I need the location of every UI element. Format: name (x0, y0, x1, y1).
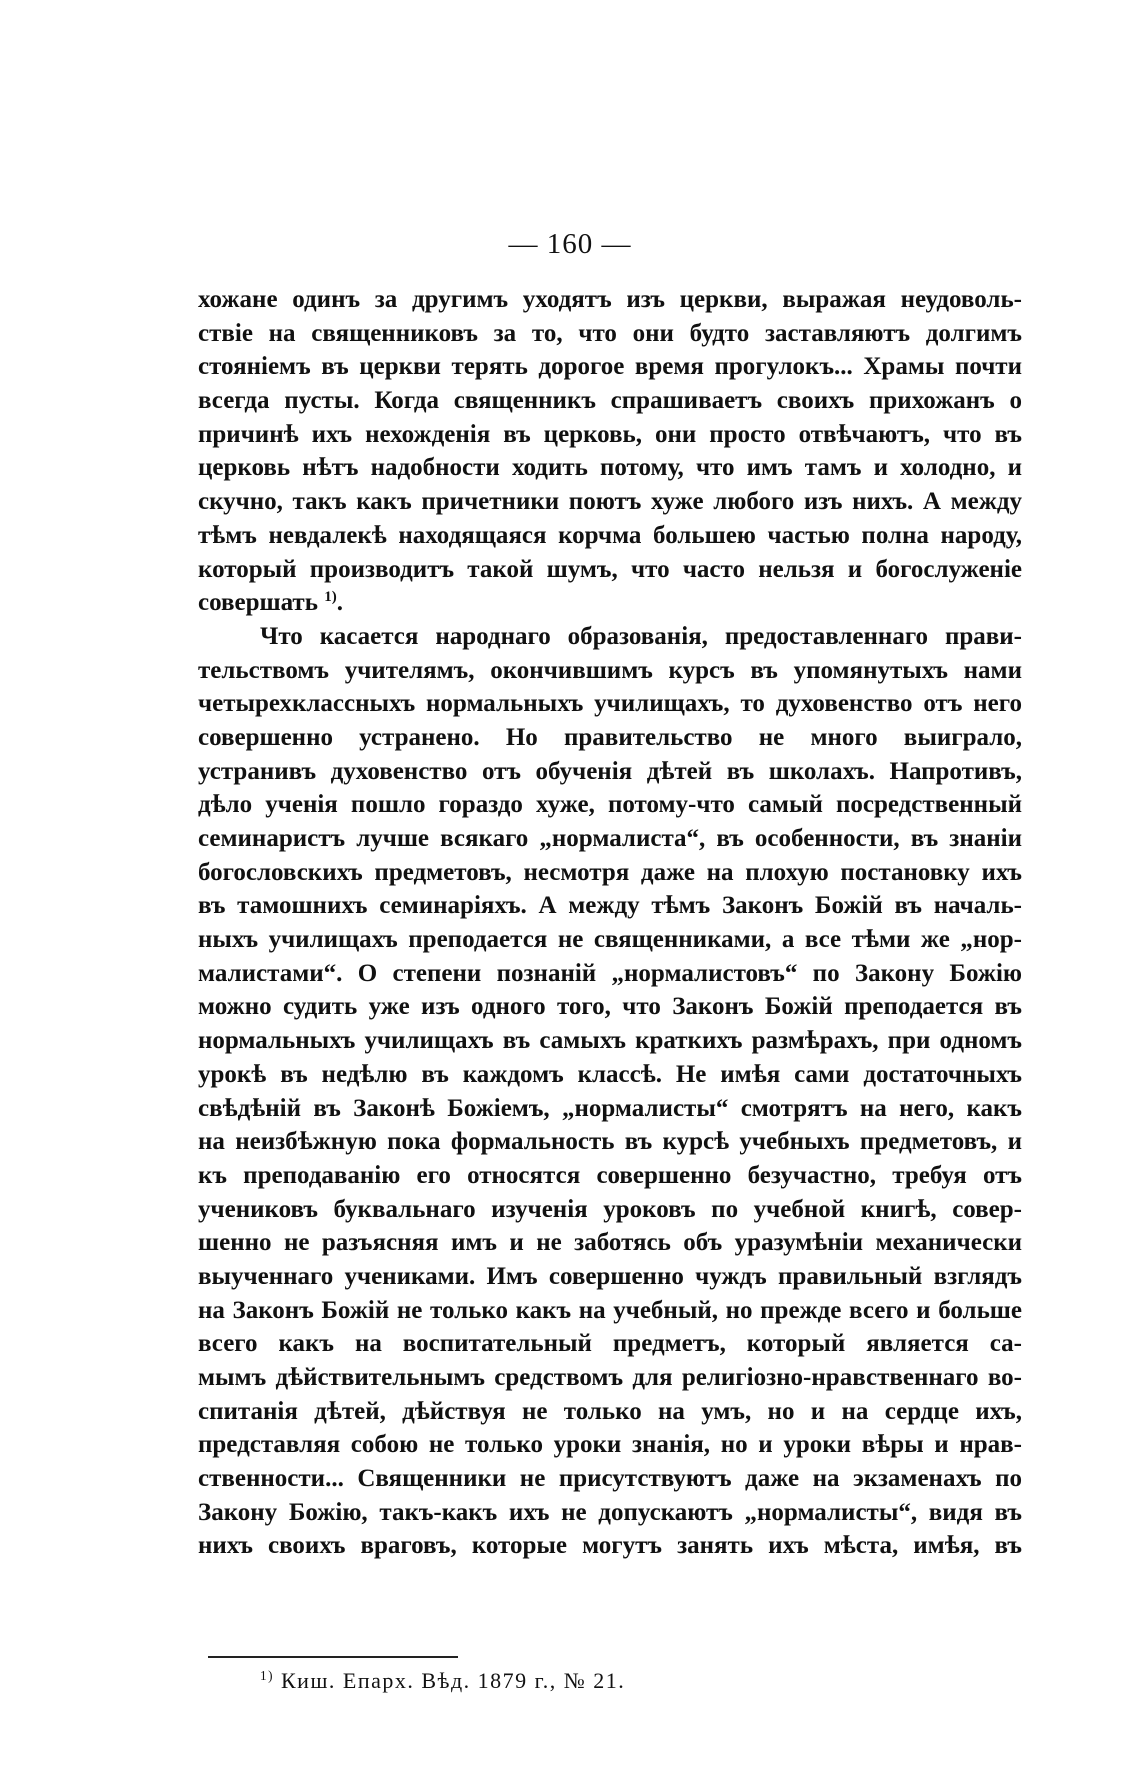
footnote (260, 1668, 625, 1694)
text-line: къ преподаванію его относятся совершенно безучастно, требуя отъ (198, 1161, 1022, 1189)
body-text (198, 283, 1022, 1563)
text-line: четырехклассныхъ нормальныхъ училищахъ, то духовенство отъ него (198, 690, 1022, 718)
text-line: причинѣ ихъ нехожденія въ церковь, они просто отвѣчаютъ, что въ (198, 420, 1022, 448)
text-line: ствіе на священниковъ за то, что они будто заставляютъ долгимъ (198, 319, 1022, 347)
text-line: стояніемъ въ церкви терять дорогое время прогулокъ... Храмы почти (198, 353, 1022, 381)
paragraph-2 (198, 620, 1022, 1563)
text-line: въ тамошнихъ семинаріяхъ. А между тѣмъ Законъ Божій въ началь- (198, 892, 1022, 920)
footnote-text: Киш. Епарх. Вѣд. 1879 г., № 21. (274, 1668, 626, 1693)
text-line: тѣмъ невдалекѣ находящаяся корчма большею частью полна народу, (198, 521, 1022, 549)
text-line: церковь нѣтъ надобности ходить потому, что имъ тамъ и холодно, и (198, 454, 1022, 482)
text-line: всего какъ на воспитательный предметъ, который является са- (198, 1330, 1022, 1358)
text-line: спитанія дѣтей, дѣйствуя не только на умъ, но и на сердце ихъ, (198, 1397, 1022, 1425)
page-number: — 160 — (508, 228, 632, 260)
footnote-marker: 1) (260, 1668, 274, 1684)
text-line: выученнаго учениками. Имъ совершенно чуждъ правильный взглядъ (198, 1262, 1022, 1290)
text-line: всегда пусты. Когда священникъ спрашиваетъ своихъ прихожанъ о (198, 387, 1022, 415)
text-line: устранивъ духовенство отъ обученія дѣтей въ школахъ. Напротивъ, (198, 757, 1022, 785)
text-line: свѣдѣній въ Законѣ Божіемъ, „нормалисты“ смотрятъ на него, какъ (198, 1094, 1022, 1122)
paragraph-1 (198, 283, 1022, 620)
text-line: можно судить уже изъ одного того, что Законъ Божій преподается въ (198, 993, 1022, 1021)
text-line: мымъ дѣйствительнымъ средствомъ для религіозно-нравственнаго во- (198, 1364, 1022, 1391)
last-line-text: совершать (198, 589, 325, 617)
text-line: ныхъ училищахъ преподается не священниками, а все тѣми же „нор- (198, 926, 1022, 954)
text-line: совершенно устранено. Но правительство не много выиграло, (198, 723, 1022, 751)
text-line: хожане одинъ за другимъ уходятъ изъ церкви, выражая неудоволь- (198, 286, 1022, 313)
text-line: Закону Божію, такъ-какъ ихъ не допускаютъ „нормалисты“, видя въ (198, 1498, 1022, 1526)
footnote-reference: 1) (324, 589, 337, 606)
text-line: дѣло ученія пошло гораздо хуже, потому-что самый посредственный (198, 791, 1022, 819)
text-line: который производитъ такой шумъ, что часто нельзя и богослуженіе (198, 555, 1022, 583)
text-line: учениковъ буквальнаго изученія уроковъ по учебной книгѣ, совер- (198, 1195, 1022, 1223)
text-line: ственности... Священники не присутствуютъ даже на экзаменахъ по (198, 1465, 1022, 1493)
text-line: нормальныхъ училищахъ въ самыхъ краткихъ размѣрахъ, при одномъ (198, 1027, 1022, 1055)
text-line: представляя собою не только уроки знанія, но и уроки вѣры и нрав- (198, 1431, 1022, 1459)
text-line: скучно, такъ какъ причетники поютъ хуже любого изъ нихъ. А между (198, 488, 1022, 516)
last-line-punctuation: . (336, 589, 343, 617)
text-line-last (198, 586, 1022, 620)
text-line: шенно не разъясняя имъ и не заботясь объ уразумѣніи механически (198, 1229, 1022, 1257)
text-line: Что касается народнаго образованія, предоставленнаго прави- (260, 622, 1022, 650)
text-line: богословскихъ предметовъ, несмотря даже на плохую постановку ихъ (198, 858, 1022, 886)
text-line: на Законъ Божій не только какъ на учебный, но прежде всего и больше (198, 1296, 1022, 1324)
text-line: на неизбѣжную пока формальность въ курсѣ учебныхъ предметовъ, и (198, 1128, 1022, 1156)
text-line: семинаристъ лучше всякаго „нормалиста“, въ особенности, въ знаніи (198, 825, 1022, 852)
text-line: нихъ своихъ враговъ, которые могутъ занять ихъ мѣста, имѣя, въ (198, 1532, 1022, 1560)
footnote-divider (208, 1656, 458, 1658)
text-line: малистами“. О степени познаній „нормалистовъ“ по Закону Божію (198, 959, 1022, 987)
text-line: тельствомъ учителямъ, окончившимъ курсъ въ упомянутыхъ нами (198, 656, 1022, 684)
text-line: урокѣ въ недѣлю въ каждомъ классѣ. Не имѣя сами достаточныхъ (198, 1060, 1022, 1088)
